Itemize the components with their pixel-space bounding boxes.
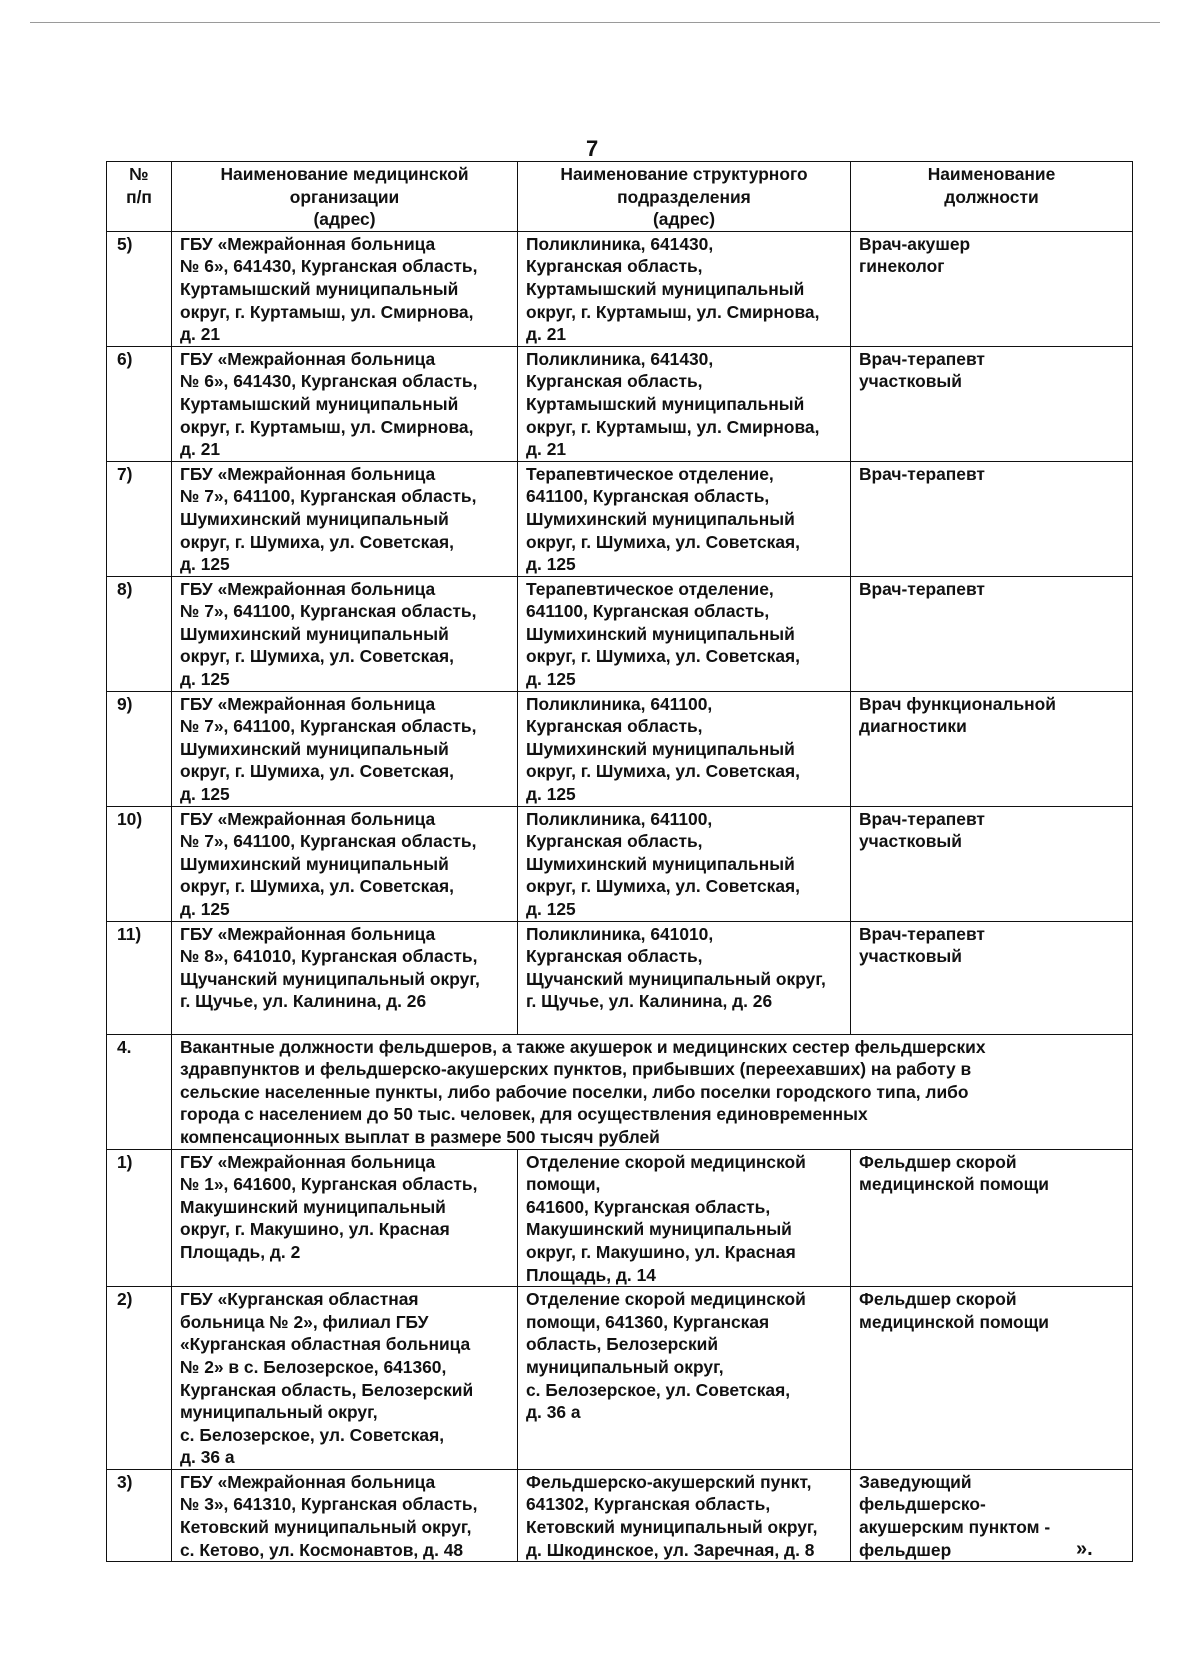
top-rule <box>30 22 1160 23</box>
position-cell: Фельдшер скорой медицинской помощи <box>851 1149 1133 1287</box>
row-number: 2) <box>107 1287 172 1470</box>
header-org: Наименование медицинской организации (адрес) <box>172 162 518 232</box>
header-num: № п/п <box>107 162 172 232</box>
position-cell: Врач-терапевт <box>851 461 1133 576</box>
dept-cell: Поликлиника, 641010, Курганская область, Щучанский муниципальный округ, г. Щучье, ул. Калинина, д. 26 <box>518 921 851 1034</box>
closing-quote-mark: ». <box>1076 1538 1093 1560</box>
table-row <box>107 461 1133 576</box>
table-row <box>107 691 1133 806</box>
position-cell: Врач-акушер гинеколог <box>851 231 1133 346</box>
table-row <box>107 1469 1133 1561</box>
table-row <box>107 346 1133 461</box>
table-row <box>107 1287 1133 1470</box>
org-cell: ГБУ «Межрайонная больница № 3», 641310, Курганская область, Кетовский муниципальный округ, с. Кетово, ул. Космонавтов, д. 48 <box>172 1469 518 1561</box>
header-dept: Наименование структурного подразделения (адрес) <box>518 162 851 232</box>
section-number: 4. <box>107 1034 172 1149</box>
position-cell: Врач-терапевт <box>851 576 1133 691</box>
row-number: 1) <box>107 1149 172 1287</box>
org-cell: ГБУ «Межрайонная больница № 6», 641430, Курганская область, Куртамышский муниципальный округ, г. Куртамыш, ул. Смирнова, д. 21 <box>172 346 518 461</box>
section-text: Вакантные должности фельдшеров, а также акушерок и медицинских сестер фельдшерских здравпунктов и фельдшерско-акушерских пунктов, прибывших (переехавших) на работу в сельские населенные пункты, либо рабочие поселки, либо поселки городского типа, либо города с населением до 50 тыс. человек, для осуществления единовременных компенсационных выплат в размере 500 тысяч рублей <box>172 1034 1133 1149</box>
row-number: 10) <box>107 806 172 921</box>
row-number: 11) <box>107 921 172 1034</box>
dept-cell: Поликлиника, 641100, Курганская область, Шумихинский муниципальный округ, г. Шумиха, ул. Советская, д. 125 <box>518 806 851 921</box>
dept-cell: Терапевтическое отделение, 641100, Курганская область, Шумихинский муниципальный округ, г. Шумиха, ул. Советская, д. 125 <box>518 576 851 691</box>
org-cell: ГБУ «Межрайонная больница № 8», 641010, Курганская область, Щучанский муниципальный округ, г. Щучье, ул. Калинина, д. 26 <box>172 921 518 1034</box>
org-cell: ГБУ «Межрайонная больница № 7», 641100, Курганская область, Шумихинский муниципальный округ, г. Шумиха, ул. Советская, д. 125 <box>172 806 518 921</box>
row-number: 8) <box>107 576 172 691</box>
header-pos: Наименование должности <box>851 162 1133 232</box>
dept-cell: Отделение скорой медицинской помощи, 641360, Курганская область, Белозерский муниципальный округ, с. Белозерское, ул. Советская, д. 36 а <box>518 1287 851 1470</box>
row-number: 5) <box>107 231 172 346</box>
table-row <box>107 806 1133 921</box>
row-number: 3) <box>107 1469 172 1561</box>
dept-cell: Терапевтическое отделение, 641100, Курганская область, Шумихинский муниципальный округ, г. Шумиха, ул. Советская, д. 125 <box>518 461 851 576</box>
org-cell: ГБУ «Межрайонная больница № 7», 641100, Курганская область, Шумихинский муниципальный округ, г. Шумиха, ул. Советская, д. 125 <box>172 691 518 806</box>
org-cell: ГБУ «Межрайонная больница № 7», 641100, Курганская область, Шумихинский муниципальный округ, г. Шумиха, ул. Советская, д. 125 <box>172 461 518 576</box>
page-number: 7 <box>586 136 599 161</box>
vacancy-table <box>106 161 1133 1562</box>
table-row <box>107 231 1133 346</box>
position-cell: Фельдшер скорой медицинской помощи <box>851 1287 1133 1470</box>
org-cell: ГБУ «Межрайонная больница № 7», 641100, Курганская область, Шумихинский муниципальный округ, г. Шумиха, ул. Советская, д. 125 <box>172 576 518 691</box>
dept-cell: Поликлиника, 641100, Курганская область, Шумихинский муниципальный округ, г. Шумиха, ул. Советская, д. 125 <box>518 691 851 806</box>
table-header-row <box>107 162 1133 232</box>
dept-cell: Поликлиника, 641430, Курганская область, Куртамышский муниципальный округ, г. Куртамыш, ул. Смирнова, д. 21 <box>518 346 851 461</box>
table-row <box>107 921 1133 1034</box>
row-number: 9) <box>107 691 172 806</box>
position-cell: Врач-терапевт участковый <box>851 346 1133 461</box>
position-cell: Врач функциональной диагностики <box>851 691 1133 806</box>
row-number: 7) <box>107 461 172 576</box>
section-row <box>107 1034 1133 1149</box>
dept-cell: Отделение скорой медицинской помощи, 641600, Курганская область, Макушинский муниципальный округ, г. Макушино, ул. Красная Площадь, д. 14 <box>518 1149 851 1287</box>
dept-cell: Фельдшерско-акушерский пункт, 641302, Курганская область, Кетовский муниципальный округ, д. Шкодинское, ул. Заречная, д. 8 <box>518 1469 851 1561</box>
org-cell: ГБУ «Межрайонная больница № 1», 641600, Курганская область, Макушинский муниципальный округ, г. Макушино, ул. Красная Площадь, д. 2 <box>172 1149 518 1287</box>
position-cell: Врач-терапевт участковый <box>851 806 1133 921</box>
row-number: 6) <box>107 346 172 461</box>
table-row <box>107 576 1133 691</box>
position-cell: Врач-терапевт участковый <box>851 921 1133 1034</box>
position-cell: Заведующий фельдшерско- акушерским пунктом - фельдшер <box>851 1469 1133 1561</box>
org-cell: ГБУ «Межрайонная больница № 6», 641430, Курганская область, Куртамышский муниципальный округ, г. Куртамыш, ул. Смирнова, д. 21 <box>172 231 518 346</box>
org-cell: ГБУ «Курганская областная больница № 2», филиал ГБУ «Курганская областная больница № 2» в с. Белозерское, 641360, Курганская область, Белозерский муниципальный округ, с. Белозерское, ул. Советская, д. 36 а <box>172 1287 518 1470</box>
dept-cell: Поликлиника, 641430, Курганская область, Куртамышский муниципальный округ, г. Куртамыш, ул. Смирнова, д. 21 <box>518 231 851 346</box>
table-row <box>107 1149 1133 1287</box>
